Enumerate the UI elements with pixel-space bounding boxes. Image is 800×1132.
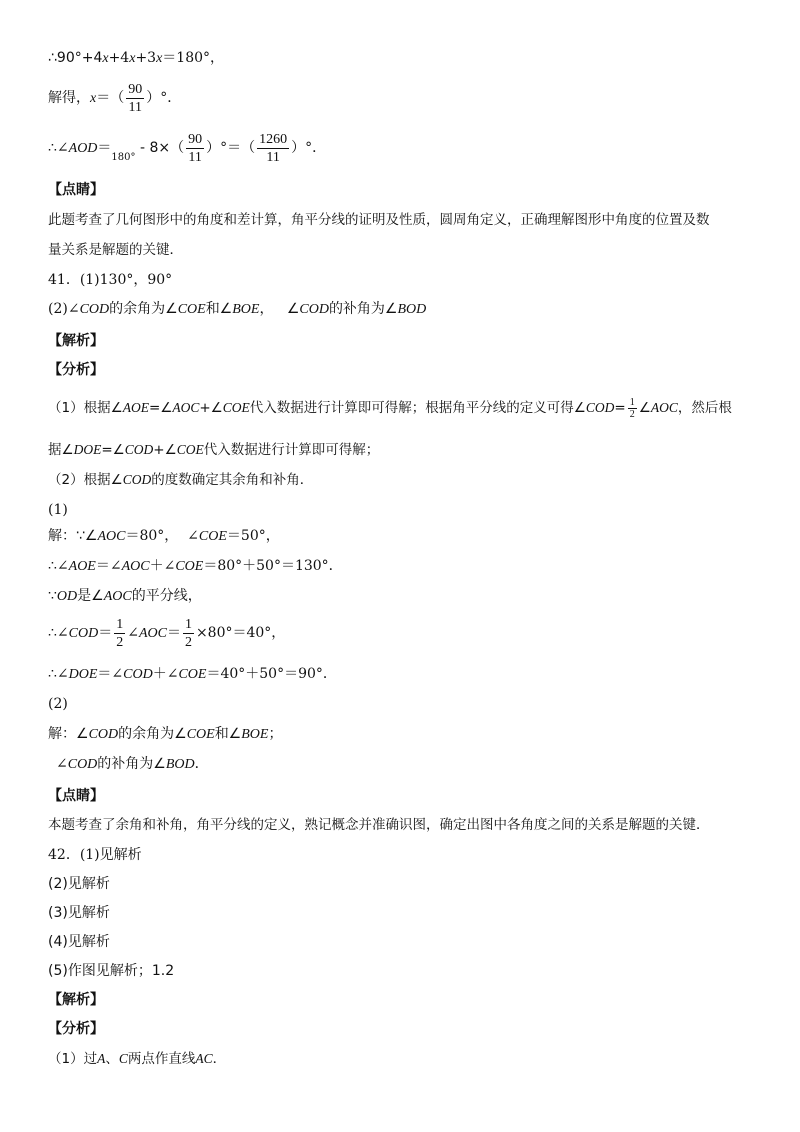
text: ； [268,726,283,742]
fraction [186,131,204,166]
text: 代入数据进行计算即可得解；根据角平分线的定义可得∠ [249,400,586,416]
solution-line [56,754,209,775]
text: 解得， [48,90,90,106]
text: ＝ [98,625,113,641]
variable: COD [67,757,98,772]
text: （1）过 [48,1051,98,1067]
text: ． [194,756,209,772]
text: ∴∠ [48,666,69,682]
question-41-answer: 41．(1)130°，90° [48,272,173,288]
variable: COD [68,626,99,641]
numerator: 1 [116,616,124,632]
variable: OD [56,589,78,604]
text: ＋∠ [149,558,176,574]
text: 的余角为∠ [118,726,187,742]
variable: COD [124,442,154,457]
question-42-part3: (3)见解析 [48,905,110,921]
variable: AOC [138,626,167,641]
part-label: (2) [48,696,68,712]
denominator: 2 [116,634,124,650]
question-42-part4: (4)见解析 [48,934,110,950]
variable: AOC [650,400,678,415]
numerator: 1 [629,396,635,408]
text: - 8×（ [135,140,185,156]
variable: AOD [68,141,98,156]
fraction [257,131,289,166]
section-heading-jiexi: 【解析】 [48,992,104,1008]
text: 代入数据进行计算即可得解； [203,442,380,458]
variable: COD [122,472,152,487]
text: 的补角为∠ [97,756,166,772]
equation-line [48,80,181,117]
text: ＝50°， [226,528,280,544]
variable: COE [178,667,207,682]
variable: COD [123,667,153,682]
text: （2）根据∠ [48,472,123,488]
analysis-line [48,1049,226,1069]
text: ∴90°+4 [48,50,103,66]
text: ， ∠ [259,301,300,317]
text: 是∠ [77,588,104,604]
numerator: 1260 [259,131,288,147]
variable: BOD [397,302,427,317]
solution-line [48,614,285,653]
equation-line [48,130,326,168]
variable: AOE [68,559,96,574]
paragraph: 量关系是解题的关键． [48,242,183,258]
analysis-line [48,470,313,490]
text: ∠ [127,625,139,641]
denominator: 2 [184,634,192,650]
solution-line [48,586,202,607]
section-heading-dianjing: 【点睛】 [48,788,104,804]
denominator: 11 [188,149,202,165]
fraction [183,616,194,651]
text: +4 [108,50,130,66]
fraction [114,616,125,651]
text: ，然后根 [677,400,732,416]
text: ＝ [97,140,112,156]
text: ）°． [291,140,327,156]
section-heading-dianjing: 【点睛】 [48,182,104,198]
variable: AOC [97,529,126,544]
variable: x [90,91,97,106]
variable: COE [175,559,204,574]
text: ＝（ [96,90,125,106]
question-42-part1: 42．(1)见解析 [48,847,142,863]
variable: AOC [103,589,132,604]
text: ∠ [56,756,68,772]
fraction [628,397,637,420]
variable: COD [299,302,329,317]
variable: COD [88,727,119,742]
text: 和∠ [205,301,233,317]
equation-line [48,48,224,69]
section-heading-jiexi: 【解析】 [48,333,104,349]
text: +3 [135,50,157,66]
question-41-part2 [48,299,426,320]
variable: COE [186,727,215,742]
variable: COE [198,529,227,544]
text: 解：∠ [48,726,89,742]
solution-line [48,526,280,547]
text: =∠ [101,442,125,458]
numerator: 90 [188,131,203,147]
text: ＝ [166,625,181,641]
text: ． [212,1051,227,1067]
text: ＝80°＋50°＝130°． [203,558,343,574]
denominator: 11 [128,99,142,115]
text: ＝180°， [162,50,225,66]
text: =∠ [148,400,173,416]
text: ×80°＝40°， [195,625,286,641]
subscript: 180° [111,152,136,163]
solution-line [48,556,343,577]
text: 据∠ [48,442,74,458]
text: 两点作直线 [127,1051,196,1067]
text: ＝∠ [95,558,122,574]
variable: COE [177,302,206,317]
text: ∠ [638,400,651,416]
variable: DOE [68,667,98,682]
text: 和∠ [214,726,242,742]
numerator: 1 [184,616,192,632]
text: （1）根据∠ [48,400,123,416]
text: 的余角为∠ [109,301,178,317]
variable: C [118,1051,128,1066]
numerator: 90 [128,81,143,97]
variable: x [102,51,109,66]
text: ∴∠ [48,558,69,574]
text: ）°＝（ [206,140,256,156]
analysis-line [48,390,732,426]
text: = [614,400,626,416]
analysis-line [48,440,379,460]
variable: AOC [172,400,200,415]
text: 、 [105,1051,119,1067]
question-42-part5: (5)作图见解析；1.2 [48,963,175,979]
variable: COD [585,400,615,415]
question-42-part2: (2)见解析 [48,876,110,892]
text: ∴∠ [48,140,69,156]
solution-line [48,664,337,685]
text: ＝80°， ∠ [125,528,199,544]
text: 解：∵∠ [48,528,98,544]
variable: COD [79,302,110,317]
text: ＝∠ [97,666,124,682]
text: ＋∠ [152,666,179,682]
variable: COE [222,400,250,415]
variable: x [129,51,136,66]
text: 的度数确定其余角和补角． [151,472,314,488]
variable: AOC [121,559,150,574]
text: (2)∠ [48,301,80,317]
variable: A [97,1051,106,1066]
fraction [126,81,144,116]
variable: AOE [122,400,149,415]
section-heading-fenxi: 【分析】 [48,362,104,378]
text: ∴∠ [48,625,69,641]
text: 的平分线， [131,588,202,604]
paragraph: 本题考查了余角和补角，角平分线的定义，熟记概念并准确识图，确定出图中各角度之间的关系是解题的关键． [48,817,710,833]
text: ∵ [48,588,57,604]
section-heading-fenxi: 【分析】 [48,1021,104,1037]
variable: COE [176,442,204,457]
denominator: 11 [266,149,280,165]
paragraph: 此题考查了几何图形中的角度和差计算，角平分线的证明及性质，圆周角定义，正确理解图形中角度的位置及数 [48,212,710,228]
denominator: 2 [629,408,635,420]
text: ）°． [146,90,182,106]
text: ＝40°＋50°＝90°． [206,666,337,682]
variable: BOE [241,727,269,742]
variable: x [156,51,163,66]
variable: DOE [73,442,102,457]
variable: BOE [232,302,260,317]
text: +∠ [199,400,223,416]
variable: BOD [165,757,195,772]
text: 的补角为∠ [328,301,398,317]
text: +∠ [153,442,177,458]
part-label: (1) [48,502,68,518]
variable: AC [195,1051,213,1066]
solution-line [48,724,282,745]
